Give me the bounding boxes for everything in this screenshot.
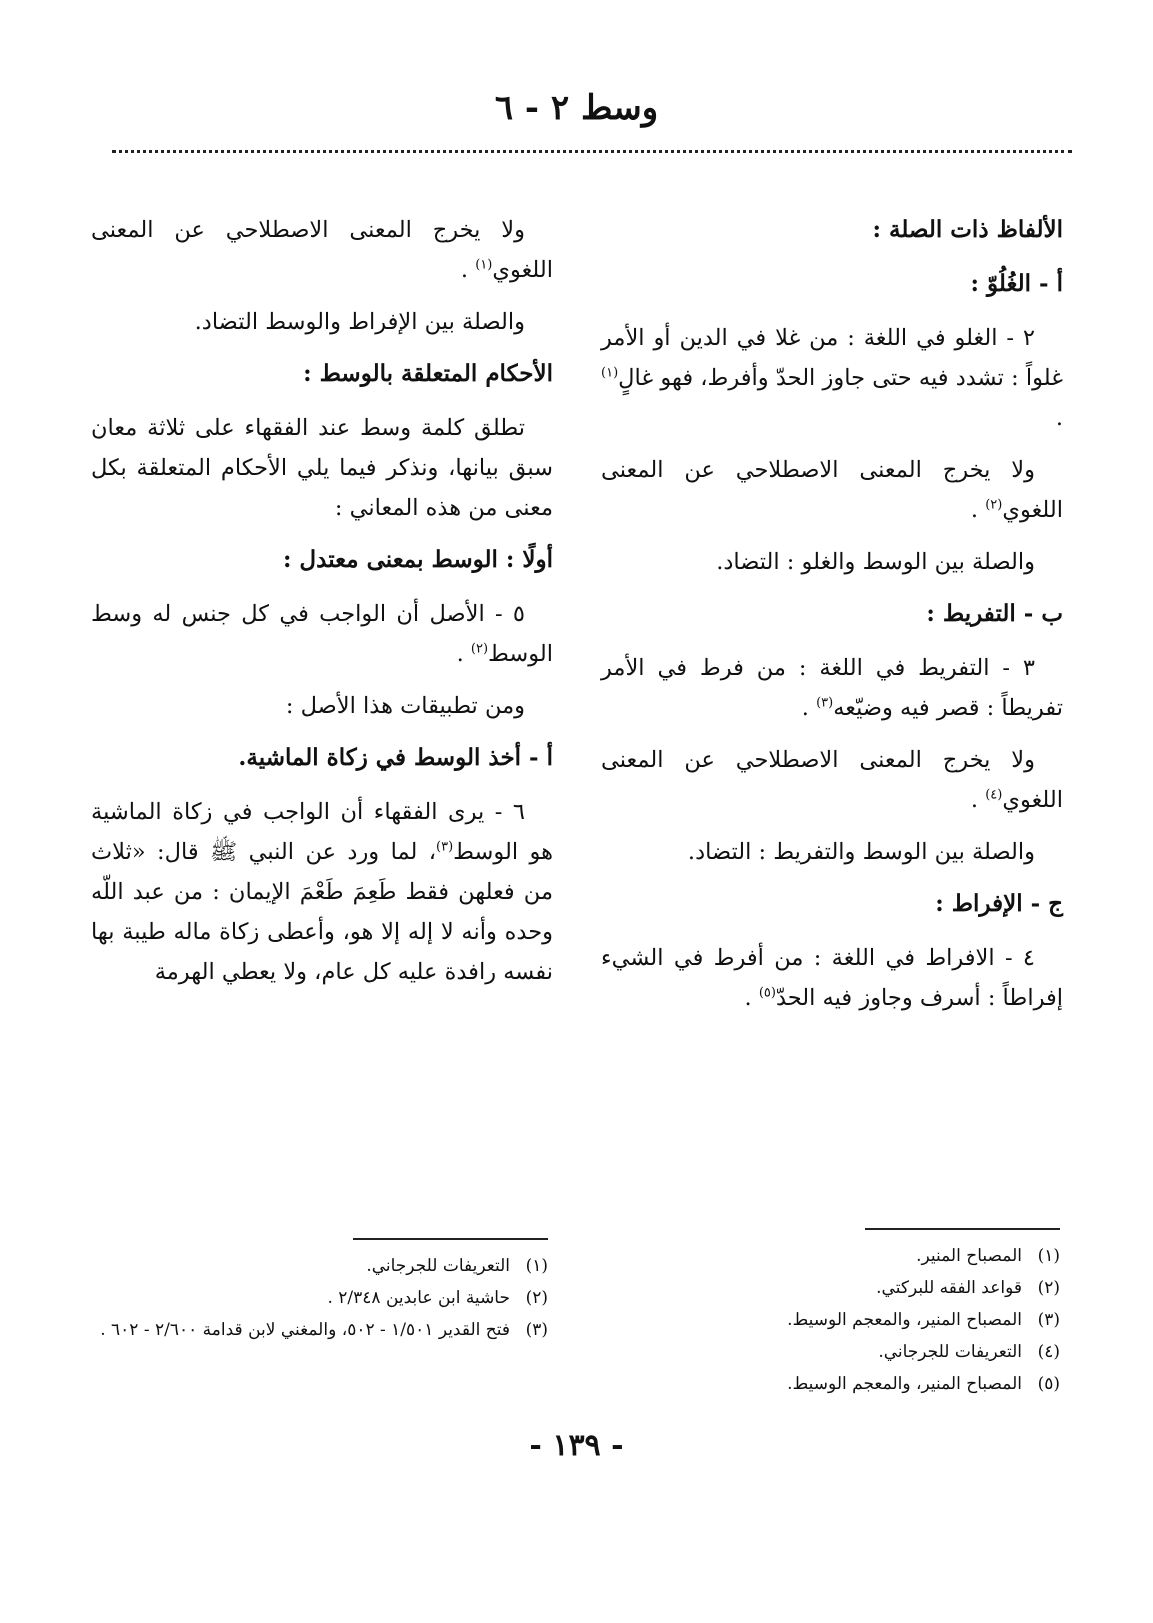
footnote-number: (٣) xyxy=(525,1320,548,1340)
footnote-rule-right xyxy=(865,1228,1060,1230)
section-heading: الأحكام المتعلقة بالوسط : xyxy=(303,360,553,387)
paragraph-text: ومن تطبيقات هذا الأصل : xyxy=(285,693,525,719)
paragraph xyxy=(91,302,553,342)
section-heading: الألفاظ ذات الصلة : xyxy=(872,216,1063,243)
paragraph-text: ٢ - الغلو في اللغة : من غلا في الدين أو الأمر غلواً : تشدد فيه حتى جاوز الحدّ وأفرط، فهو غالٍ xyxy=(601,325,1063,391)
paragraph-tail: . xyxy=(970,787,986,813)
paragraph-tail: . xyxy=(456,641,471,667)
footnotes-left xyxy=(88,1250,548,1346)
section-heading: أولًا : الوسط بمعنى معتدل : xyxy=(282,546,553,573)
footnote-ref: (١) xyxy=(601,365,619,381)
paragraph-text: والصلة بين الوسط والتفريط : التضاد. xyxy=(687,839,1035,865)
page-number: - ١٣٩ - xyxy=(529,1428,624,1463)
paragraph-text: والصلة بين الإفراط والوسط التضاد. xyxy=(194,309,525,335)
footnote xyxy=(88,1250,548,1282)
footnote-ref: (٣) xyxy=(816,695,834,711)
paragraph-text: ٦ - يرى الفقهاء أن الواجب في زكاة الماشية هو الوسط xyxy=(91,799,553,865)
footnote xyxy=(600,1240,1060,1272)
paragraph xyxy=(601,832,1063,872)
footnote-number: (٢) xyxy=(525,1288,548,1308)
footnote xyxy=(88,1282,548,1314)
footnote-ref: (٢) xyxy=(470,641,489,657)
footnote-text: فتح القدير ١/٥٠١ - ٥٠٢، والمغني لابن قدامة ٢/٦٠٠ - ٦٠٢ . xyxy=(100,1320,510,1340)
paragraph-tail: . xyxy=(460,257,476,283)
paragraph-text: ولا يخرج المعنى الاصطلاحي عن المعنى اللغوي xyxy=(601,457,1063,523)
footnote-ref: (٣) xyxy=(436,839,454,855)
footnote-text: التعريفات للجرجاني. xyxy=(878,1342,1022,1362)
footnote xyxy=(600,1304,1060,1336)
paragraph xyxy=(601,740,1063,820)
paragraph xyxy=(601,648,1063,728)
footnote-number: (١) xyxy=(1037,1246,1060,1266)
footnote-text: المصباح المنير، والمعجم الوسيط. xyxy=(787,1310,1022,1330)
paragraph-text: تطلق كلمة وسط عند الفقهاء على ثلاثة معان سبق بيانها، ونذكر فيما يلي الأحكام المتعلقة بكل معنى من هذه المعاني : xyxy=(91,415,553,521)
footnote-rule-left xyxy=(353,1238,548,1240)
paragraph-tail: . xyxy=(801,695,817,721)
paragraph-text: ولا يخرج المعنى الاصطلاحي عن المعنى اللغوي xyxy=(601,747,1063,813)
paragraph xyxy=(91,594,553,674)
footnote-ref: (٥) xyxy=(758,985,776,1001)
right-column xyxy=(601,210,1063,1030)
footnote xyxy=(600,1336,1060,1368)
footnote-text: التعريفات للجرجاني. xyxy=(366,1256,510,1276)
paragraph-tail: . xyxy=(744,985,759,1011)
footnote-number: (٥) xyxy=(1037,1374,1060,1394)
footnote xyxy=(600,1272,1060,1304)
section-heading: أ - أخذ الوسط في زكاة الماشية. xyxy=(238,744,553,771)
footnote-number: (٤) xyxy=(1037,1342,1060,1362)
footnote-ref: (٢) xyxy=(985,497,1003,513)
footnote-number: (١) xyxy=(525,1256,548,1276)
footnote-text: المصباح المنير. xyxy=(916,1246,1022,1266)
paragraph-text: ولا يخرج المعنى الاصطلاحي عن المعنى اللغوي xyxy=(91,217,553,283)
paragraph-tail: . xyxy=(970,497,986,523)
footnote-text: حاشية ابن عابدين ٢/٣٤٨ . xyxy=(327,1288,510,1308)
paragraph xyxy=(601,542,1063,582)
paragraph-tail: ، لما ورد عن النبي ﷺ قال: «ثلاث من فعلهن فقط طَعِمَ طَعْمَ الإيمان : من عبد اللّه وحده وأنه لا إله إلا هو، وأعطى زكاة ماله طيبة بها نفسه رافدة عليه كل عام، ولا يعطي الهرمة xyxy=(91,839,553,985)
paragraph xyxy=(91,408,553,528)
paragraph-text: ٥ - الأصل أن الواجب في كل جنس له وسط الوسط xyxy=(91,601,553,667)
section-heading: ج - الإفراط : xyxy=(935,890,1063,917)
paragraph xyxy=(91,792,553,992)
footnote-text: المصباح المنير، والمعجم الوسيط. xyxy=(787,1374,1022,1394)
footnote-text: قواعد الفقه للبركتي. xyxy=(876,1278,1022,1298)
paragraph xyxy=(91,686,553,726)
footnote xyxy=(88,1314,548,1346)
paragraph xyxy=(91,210,553,290)
paragraph xyxy=(601,938,1063,1018)
paragraph-text: والصلة بين الوسط والغلو : التضاد. xyxy=(716,549,1035,575)
footnote xyxy=(600,1368,1060,1400)
page-header: وسط ٢ - ٦ xyxy=(494,88,659,128)
section-heading: ب - التفريط : xyxy=(926,600,1063,627)
paragraph-text: ٤ - الافراط في اللغة : من أفرط في الشيء إفراطاً : أسرف وجاوز فيه الحدّ xyxy=(601,945,1063,1011)
footnote-number: (٢) xyxy=(1037,1278,1060,1298)
footnotes-right xyxy=(600,1240,1060,1400)
footnote-number: (٣) xyxy=(1037,1310,1060,1330)
left-column xyxy=(91,210,553,1004)
footnote-ref: (١) xyxy=(475,257,493,273)
paragraph-tail: . xyxy=(1055,405,1063,431)
header-divider xyxy=(112,150,1072,153)
paragraph-text: ٣ - التفريط في اللغة : من فرط في الأمر تفريطاً : قصر فيه وضيّعه xyxy=(601,655,1063,721)
paragraph xyxy=(601,318,1063,438)
section-heading: أ - الغُلُوّ : xyxy=(970,270,1063,297)
paragraph xyxy=(601,450,1063,530)
footnote-ref: (٤) xyxy=(985,787,1003,803)
